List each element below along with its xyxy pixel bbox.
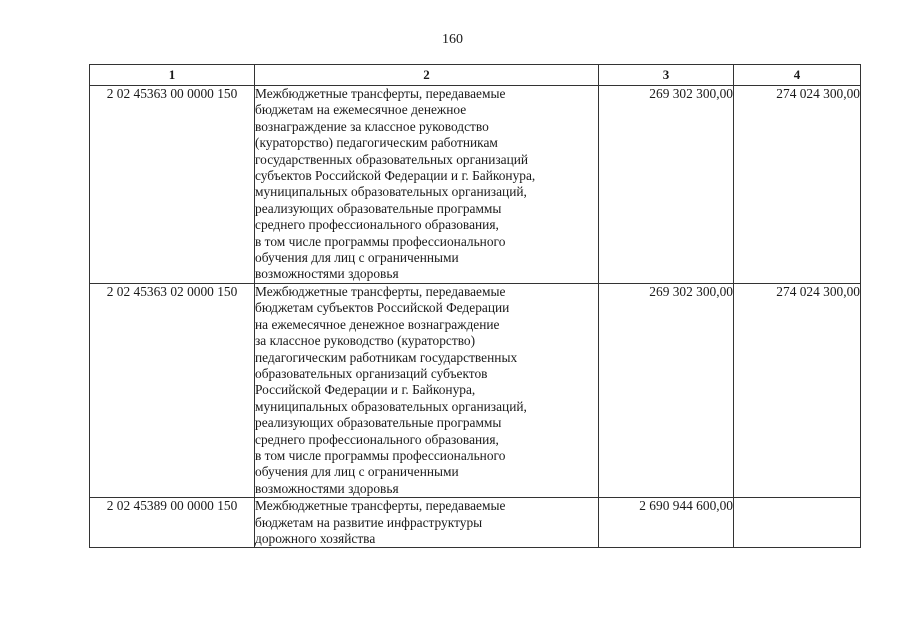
description-line: Межбюджетные трансферты, передаваемые [255, 86, 506, 101]
description [255, 498, 599, 548]
description [255, 283, 599, 497]
description-line: бюджетам на развитие инфраструктуры [255, 514, 483, 530]
description-line: возможностями здоровья [255, 480, 399, 496]
amount-col-4: 274 024 300,00 [734, 283, 861, 497]
budget-code: 2 02 45363 00 0000 150 [90, 86, 255, 284]
page-number: 160 [442, 32, 463, 47]
description-line: за классное руководство (кураторство) [255, 333, 476, 349]
table-row [90, 283, 861, 497]
description-line: обучения для лиц с ограниченными [255, 250, 459, 266]
description-line: (кураторство) педагогическим работникам [255, 135, 498, 151]
table-header-row [90, 65, 861, 86]
header-col-1: 1 [90, 65, 255, 86]
description-line: Российской Федерации и г. Байконура, [255, 382, 476, 398]
description-line: Межбюджетные трансферты, передаваемые [255, 498, 506, 514]
description-line: государственных образовательных организаций [255, 151, 529, 167]
description-line: среднего профессионального образования, [255, 217, 499, 233]
description-line: субъектов Российской Федерации и г. Байконура, [255, 168, 536, 184]
description-line: образовательных организаций субъектов [255, 365, 488, 381]
budget-code: 2 02 45363 02 0000 150 [90, 283, 255, 497]
description-line: педагогическим работникам государственных [255, 349, 518, 365]
description-line: в том числе программы профессионального [255, 447, 506, 463]
header-col-3: 3 [599, 65, 734, 86]
description-line: на ежемесячное денежное вознаграждение [255, 316, 500, 332]
description-line: муниципальных образовательных организаций, [255, 184, 527, 200]
description-line: дорожного хозяйства [255, 530, 376, 546]
header-col-4: 4 [734, 65, 861, 86]
table-row [90, 498, 861, 548]
description-line: муниципальных образовательных организаций, [255, 398, 527, 414]
description-line: в том числе программы профессионального [255, 233, 506, 249]
description-line: бюджетам на ежемесячное денежное [255, 102, 467, 118]
description-line: возможностями здоровья [255, 266, 399, 282]
description-line: вознаграждение за классное руководство [255, 118, 489, 134]
description-line: обучения для лиц с ограниченными [255, 464, 459, 480]
amount-col-3: 2 690 944 600,00 [599, 498, 734, 548]
amount-col-3: 269 302 300,00 [599, 86, 734, 284]
description-line: Межбюджетные трансферты, передаваемые [255, 283, 506, 299]
description [255, 86, 599, 284]
description-line: бюджетам субъектов Российской Федерации [255, 300, 510, 316]
header-col-2: 2 [255, 65, 599, 86]
amount-col-4 [734, 498, 861, 548]
description-line: среднего профессионального образования, [255, 431, 499, 447]
budget-table [89, 64, 861, 548]
description-line: реализующих образовательные программы [255, 415, 502, 431]
amount-col-4: 274 024 300,00 [734, 86, 861, 284]
description-line: реализующих образовательные программы [255, 200, 502, 216]
amount-col-3: 269 302 300,00 [599, 283, 734, 497]
budget-code: 2 02 45389 00 0000 150 [90, 498, 255, 548]
table-row [90, 86, 861, 284]
